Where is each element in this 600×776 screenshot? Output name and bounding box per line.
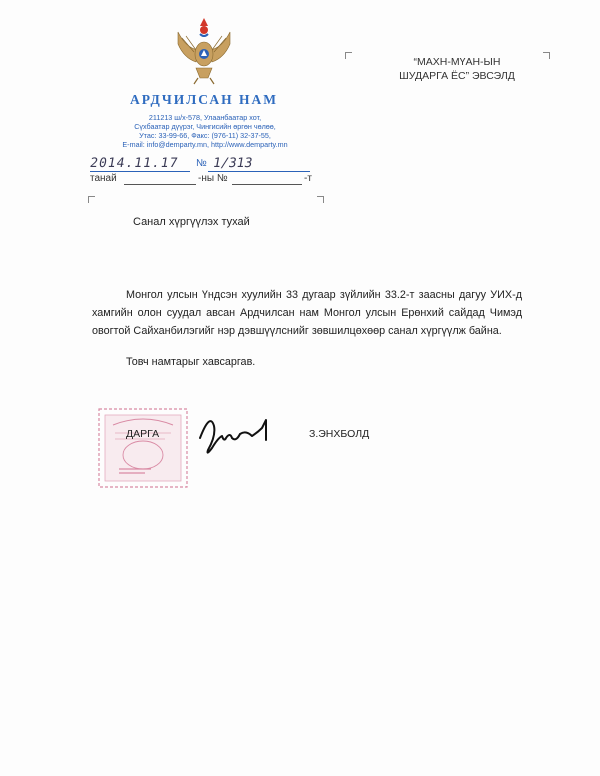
email-web-line: E-mail: info@demparty.mn, http://www.demparty.mn [122,140,288,149]
party-emblem-icon [172,14,236,86]
tanai-label: танай [90,173,117,184]
corner-mark [345,52,352,59]
letter-subject: Санал хүргүүлэх тухай [133,216,250,228]
phone-fax-line: Утас: 33-99-66, Факс: (976-11) 32-37-55, [139,131,271,140]
signer-title: ДАРГА [126,428,160,440]
recipient-line: “МАХН-МҮАН-ЫН [413,56,501,68]
corner-mark [88,196,95,203]
address-line: Сүхбаатар дүүрэг, Чингисийн өргөн чөлөө, [134,122,276,131]
ny-number-label: -ны № [198,173,228,184]
recipient-line: ШУДАРГА ЁС” ЭВСЭЛД [399,70,515,82]
handwritten-number: 1/313 [211,156,254,171]
attachment-note: Товч намтарыг хавсаргав. [126,356,256,368]
handwritten-date: 2014.11.17 [88,156,180,171]
corner-mark [317,196,324,203]
t-suffix-label: -т [304,173,312,184]
date-line [90,171,190,172]
number-line [208,171,310,172]
signer-name: З.ЭНХБОЛД [309,428,370,440]
party-name: АРДЧИЛСАН НАМ [129,92,278,107]
official-stamp-icon [95,405,191,491]
tanai-number-line [232,184,302,185]
number-label: № [196,158,207,169]
body-paragraph: Монгол улсын Үндсэн хуулийн 33 дугаар зүйлийн 33.2-т заасны дагуу УИХ-д хамгийн олон суудал авсан Ардчилсан нам Монгол улсын Ерөнхий сайдад Чимэд овогтой Сайханбилэгийг нэр дэвшүүлснийг зөвшилцөхөөр санал хүргүүлж байна. [92,289,522,337]
handwritten-signature-icon [196,408,278,456]
address-line: 211213 ш/х-578, Улаанбаатар хот, [148,113,262,122]
tanai-date-line [124,184,196,185]
corner-mark [543,52,550,59]
